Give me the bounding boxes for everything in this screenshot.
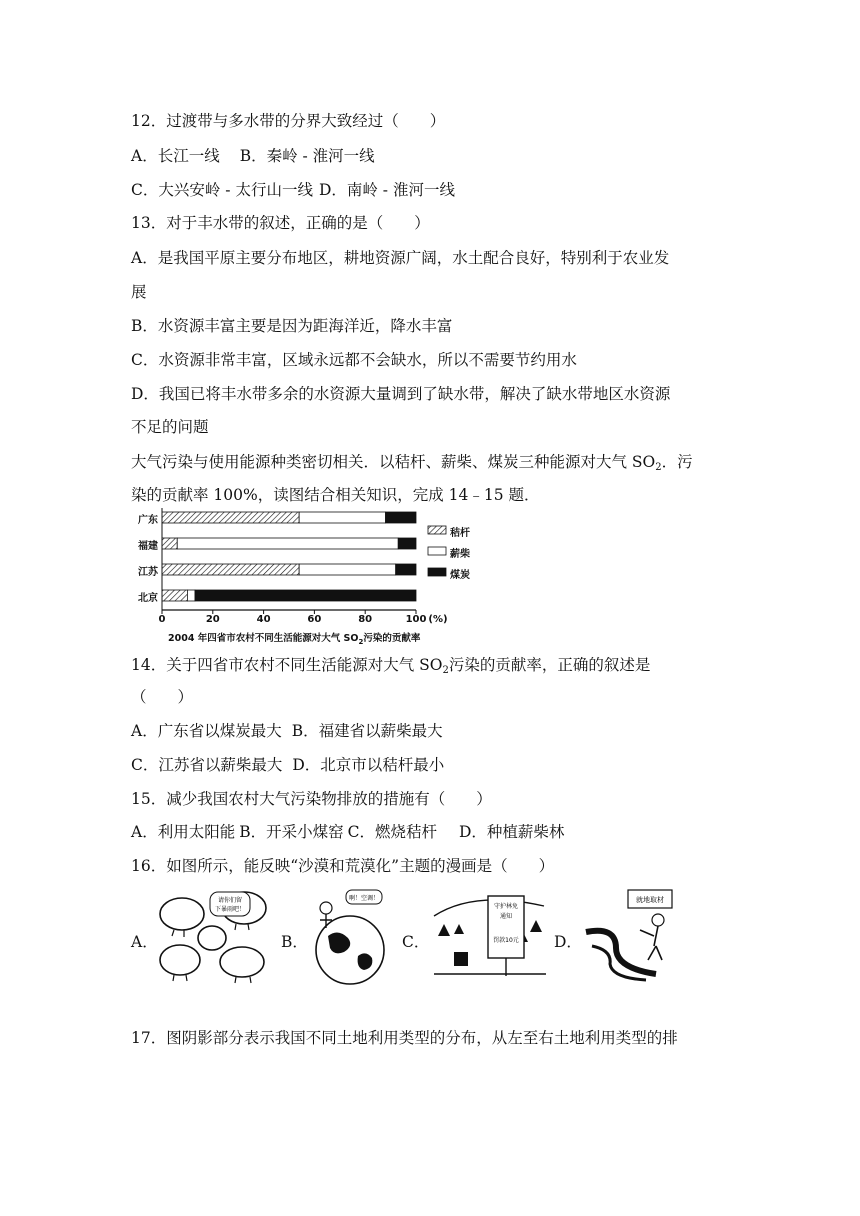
x-tick-label: 100 — [405, 614, 427, 625]
intro-line-2: 染的贡献率 100%，读图结合相关知识，完成 14﹣15 题． — [131, 486, 540, 504]
q13-option-c: C．水资源非常丰富，区域永远都不会缺水，所以不需要节约用水 — [131, 351, 577, 369]
question-15: 15．减少我国农村大气污染物排放的措施有（ ） — [131, 790, 492, 808]
chart-caption-end: 污染的贡献率 — [363, 633, 421, 644]
bar-2-series-1 — [162, 538, 177, 549]
question-16: 16．如图所示，能反映“沙漠和荒漠化”主题的漫画是（ ） — [131, 857, 555, 875]
cartoon-c-label: C． — [402, 933, 430, 951]
q15-option-a: A．利用太阳能 — [131, 823, 236, 841]
q12-options-row2 — [131, 180, 455, 200]
legend-label: 煤炭 — [450, 570, 470, 581]
q12-option-b: B．秦岭 - 淮河一线 — [239, 147, 375, 165]
bar-1-series-3 — [386, 512, 416, 523]
q13-option-d-line1: D．我国已将丰水带多余的水资源大量调到了缺水带，解决了缺水带地区水资源 — [131, 385, 671, 403]
question-14 — [131, 655, 650, 681]
legend-label: 薪柴 — [450, 549, 470, 560]
cartoon-c-text-1: 守护林免 — [493, 903, 519, 910]
question-14-end: 污染的贡献率，正确的叙述是 — [448, 656, 651, 674]
x-tick-label: 80 — [358, 614, 373, 625]
x-tick-label: 60 — [307, 614, 322, 625]
chart-caption-subscript: 2 — [358, 638, 364, 646]
category-label: 福建 — [138, 541, 158, 552]
intro-line-1-end: ．污 — [661, 453, 693, 471]
category-label: 江苏 — [138, 567, 158, 578]
bar-4-series-2 — [187, 590, 195, 601]
q15-option-b: B．开采小煤窑 — [239, 823, 344, 841]
q14-options-row1 — [131, 721, 443, 741]
x-tick-label: 40 — [256, 614, 271, 625]
cartoon-b-text: 啊！空调！ — [348, 895, 380, 902]
q14-option-c: C．江苏省以薪柴最大 — [131, 756, 283, 774]
intro-line-1 — [131, 452, 693, 478]
q12-option-a: A．长江一线 — [131, 147, 220, 165]
bar-3-series-1 — [162, 564, 299, 575]
q15-option-d: D．种植薪柴林 — [458, 823, 565, 841]
so2-subscript: 2 — [655, 462, 662, 473]
cartoon-d-text: 就地取材 — [636, 896, 664, 904]
legend-swatch — [428, 526, 446, 534]
q14-option-a: A．广东省以煤炭最大 — [131, 722, 282, 740]
question-14-text: 14．关于四省市农村不同生活能源对大气 SO — [131, 656, 443, 674]
intro-line-1-text: 大气污染与使用能源种类密切相关．以秸杆、薪柴、煤炭三种能源对大气 SO — [131, 453, 656, 471]
q12-option-d: D．南岭 - 淮河一线 — [318, 181, 455, 199]
question-12: 12．过渡带与多水带的分界大致经过（ ） — [131, 112, 446, 130]
bar-3-series-3 — [396, 564, 416, 575]
legend-swatch — [428, 547, 446, 555]
q14-options-row2 — [131, 755, 444, 775]
chart-caption — [168, 630, 420, 646]
bar-2-series-3 — [398, 538, 416, 549]
cartoon-b-globe — [306, 886, 394, 986]
q13-option-d-line2: 不足的问题 — [131, 418, 209, 436]
q13-option-b: B．水资源丰富主要是因为距海洋近，降水丰富 — [131, 317, 453, 335]
q12-options-row1 — [131, 146, 375, 166]
q13-option-a-line2: 展 — [131, 283, 147, 301]
cartoon-c-text-3: 罚款10元 — [493, 937, 519, 944]
chart-caption-text: 2004 年四省市农村不同生活能源对大气 SO — [168, 633, 359, 644]
q12-option-c: C．大兴安岭 - 太行山一线 — [131, 181, 313, 199]
cartoon-d-river — [582, 886, 682, 986]
cartoon-c-text-2: 通知 — [499, 913, 513, 920]
cartoon-a-label: A． — [131, 933, 158, 951]
question-17: 17．图阴影部分表示我国不同土地利用类型的分布，从左至右土地利用类型的排 — [131, 1029, 678, 1047]
bar-4-series-3 — [195, 590, 416, 601]
bar-3-series-2 — [299, 564, 396, 575]
x-tick-label: 20 — [205, 614, 220, 625]
x-tick-label: 0 — [158, 614, 166, 625]
q13-option-a-line1: A．是我国平原主要分布地区，耕地资源广阔，水土配合良好，特别利于农业发 — [131, 249, 670, 267]
category-label: 北京 — [138, 593, 158, 604]
cartoon-a-text-2: 下暴雨吧！ — [214, 906, 246, 913]
bar-1-series-1 — [162, 512, 299, 523]
question-13: 13．对于丰水带的叙述，正确的是（ ） — [131, 214, 430, 232]
q15-options — [131, 822, 564, 842]
q15-option-c: C．燃烧秸杆 — [347, 823, 437, 841]
q14-paren: （ ） — [131, 688, 194, 706]
q14-option-b: B．福建省以薪柴最大 — [291, 722, 443, 740]
bar-4-series-1 — [162, 590, 187, 601]
cartoon-a-text-1: 请你们留 — [217, 897, 243, 904]
legend-label: 秸杆 — [450, 528, 470, 539]
bar-2-series-2 — [177, 538, 398, 549]
q14-so2-subscript: 2 — [442, 665, 449, 676]
cartoon-c-forest-sign — [430, 886, 550, 986]
category-label: 广东 — [138, 515, 158, 526]
legend-swatch — [428, 568, 446, 576]
x-axis-unit: (%) — [428, 614, 448, 625]
bar-1-series-2 — [299, 512, 385, 523]
q14-option-d: D．北京市以秸杆最小 — [292, 756, 445, 774]
cartoon-a-clouds — [156, 886, 268, 986]
cartoon-d-label: D． — [554, 933, 582, 951]
energy-so2-chart — [128, 506, 478, 646]
cartoon-b-label: B． — [281, 933, 308, 951]
